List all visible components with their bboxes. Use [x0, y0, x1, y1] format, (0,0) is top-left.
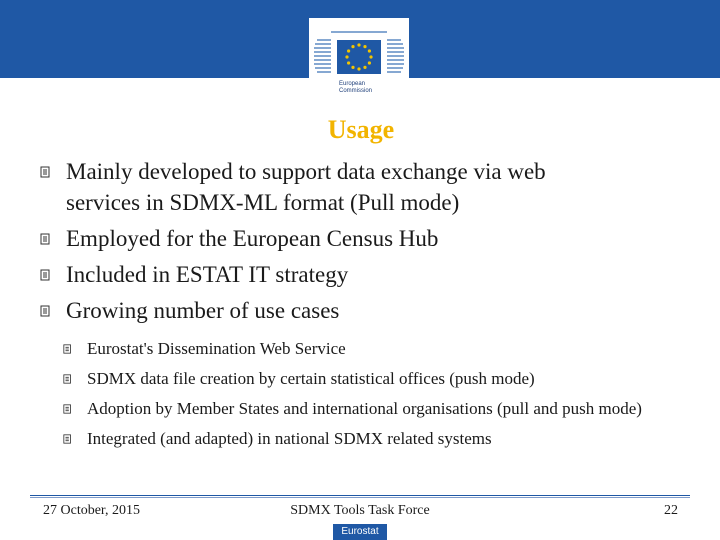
sub-bullet-list: [63, 337, 683, 457]
document-bullet-icon: [40, 233, 52, 245]
slide-title: Usage: [327, 115, 395, 144]
sub-bullet-item: [63, 367, 683, 390]
document-bullet-icon: [63, 404, 73, 414]
bullet-item: [40, 223, 700, 254]
footer-divider: [30, 495, 690, 496]
footer-title: SDMX Tools Task Force: [290, 503, 430, 518]
document-bullet-icon: [40, 166, 52, 178]
bullet-text-line1: Mainly developed to support data exchange via web: [66, 159, 546, 184]
page-number: 22: [664, 503, 678, 518]
bullet-text: Included in ESTAT IT strategy: [66, 262, 349, 287]
bullet-item: [40, 295, 700, 326]
bullet-text: Growing number of use cases: [66, 298, 340, 323]
document-bullet-icon: [40, 269, 52, 281]
document-bullet-icon: [40, 305, 52, 317]
bullet-text-line2: services in SDMX-ML format (Pull mode): [66, 190, 460, 215]
commission-building-icon: [309, 18, 409, 80]
bullet-item: [40, 259, 700, 290]
sub-bullet-item: [63, 397, 683, 420]
eurostat-badge: Eurostat: [333, 524, 387, 540]
document-bullet-icon: [63, 434, 73, 444]
footer-date: 27 October, 2015: [43, 503, 141, 518]
sub-bullet-text: SDMX data file creation by certain statistical offices (push mode): [87, 369, 535, 388]
sub-bullet-text: Integrated (and adapted) in national SDMX related systems: [87, 429, 492, 448]
bullet-item: [40, 156, 700, 218]
logo-text-line1: European: [339, 81, 366, 87]
bullet-text: Employed for the European Census Hub: [66, 226, 439, 251]
sub-bullet-item: [63, 337, 683, 360]
main-bullet-list: [40, 156, 700, 331]
logo-text-line2: Commission: [339, 88, 373, 94]
logo-text: [339, 81, 399, 95]
footer-divider-secondary: [30, 497, 690, 498]
sub-bullet-text: Eurostat's Dissemination Web Service: [87, 339, 346, 358]
sub-bullet-text: Adoption by Member States and international organisations (pull and push mode): [87, 399, 642, 418]
european-commission-logo: [309, 18, 409, 100]
sub-bullet-item: [63, 427, 683, 450]
document-bullet-icon: [63, 374, 73, 384]
document-bullet-icon: [63, 344, 73, 354]
